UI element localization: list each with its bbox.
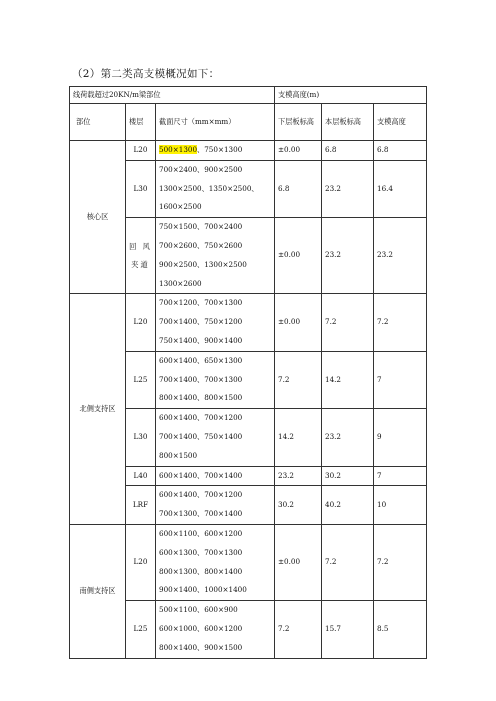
section-line: 700×1200、700×1300 [159,298,243,308]
header-region: 部位 [70,104,126,141]
floor-line: 夹道 [131,259,150,269]
title-left-cell: 线荷载超过20KN/m梁部位 [70,87,275,104]
support-height-cell: 7.2 [374,294,427,351]
floor-cell: LRF [126,486,156,525]
table-row [70,294,427,351]
section-cell [156,486,275,525]
this-slab-cell: 15.7 [322,601,374,658]
section-line: 700×1400、750×1200 [159,317,243,327]
section-cell [156,141,275,161]
section-cell [156,351,275,408]
section-line: 600×1100、600×1200 [159,528,243,538]
section-line: 600×1300、700×1300 [159,547,243,557]
lower-slab-cell: 7.2 [275,351,322,408]
support-height-cell: 7 [374,351,427,408]
this-slab-cell: 23.2 [322,160,374,217]
section-line: 500×1100、600×900 [159,605,238,615]
region-cell: 北侧支持区 [70,294,126,525]
this-slab-cell: 6.8 [322,141,374,161]
header-floor: 楼层 [126,104,156,141]
support-height-cell: 9 [374,409,427,466]
this-slab-cell: 23.2 [322,218,374,294]
section-line: 800×1400、900×1500 [159,642,243,652]
lower-slab-cell: ±0.00 [275,524,322,600]
support-height-cell: 7.2 [374,524,427,600]
section-line: 1600×2500 [159,202,202,212]
table-row [70,141,427,161]
lower-slab-cell: 14.2 [275,409,322,466]
header-section: 截面尺寸（mm×mm） [156,104,275,141]
section-cell [156,524,275,600]
section-line: 800×1300、800×1400 [159,566,243,576]
support-height-cell: 6.8 [374,141,427,161]
table-row [70,524,427,600]
section-line: 600×1400、650×1300 [159,355,243,365]
section-line [159,141,271,160]
header-row [70,104,427,141]
floor-cell: L25 [126,351,156,408]
lower-slab-cell: 7.2 [275,601,322,658]
section-line: 600×1000、600×1200 [159,623,243,633]
lower-slab-cell: 23.2 [275,466,322,486]
region-cell: 核心区 [70,141,126,294]
support-height-cell: 16.4 [374,160,427,217]
formwork-table [69,86,427,659]
section-line: 750×1500、700×2400 [159,222,243,232]
title-row [70,87,427,104]
support-height-cell: 23.2 [374,218,427,294]
header-support-height: 支模高度 [374,104,427,141]
support-height-cell: 7 [374,466,427,486]
section-cell [156,466,275,486]
this-slab-cell: 14.2 [322,351,374,408]
lower-slab-cell: ±0.00 [275,218,322,294]
floor-cell: L20 [126,294,156,351]
section-line: 800×1400、800×1500 [159,393,243,403]
this-slab-cell: 23.2 [322,409,374,466]
section-line: 900×2500、1300×2500 [159,259,247,269]
section-heading: （2）第二类高支模概况如下： [72,68,220,80]
section-line: 750×1400、900×1400 [159,335,243,345]
section-line: 600×1400、700×1200 [159,413,243,423]
this-slab-cell: 40.2 [322,486,374,525]
lower-slab-cell: ±0.00 [275,294,322,351]
region-cell: 南侧支持区 [70,524,126,658]
dimension-text: 、750×1300 [197,145,243,154]
section-line: 700×1400、750×1400 [159,431,243,441]
section-line: 600×1400、700×1400 [159,470,243,480]
floor-line: 回 风 [129,241,152,251]
lower-slab-cell: 30.2 [275,486,322,525]
this-slab-cell: 30.2 [322,466,374,486]
section-line: 700×2600、750×2600 [159,240,243,250]
support-height-cell: 10 [374,486,427,525]
section-line: 1300×2600 [159,278,202,288]
title-right-cell: 支模高度(m) [275,87,427,104]
section-cell [156,218,275,294]
section-line: 700×2400、900×2500 [159,164,243,174]
section-cell [156,601,275,658]
header-lower-slab: 下层板标高 [275,104,322,141]
section-line: 800×1500 [159,450,198,460]
lower-slab-cell: ±0.00 [275,141,322,161]
table-body [70,87,427,659]
section-line: 600×1400、700×1200 [159,490,243,500]
this-slab-cell: 7.2 [322,294,374,351]
floor-cell: L30 [126,409,156,466]
section-cell [156,294,275,351]
highlighted-dimension: 500×1300 [159,145,198,154]
lower-slab-cell: 6.8 [275,160,322,217]
section-line: 700×1400、700×1300 [159,374,243,384]
support-height-cell: 8.5 [374,601,427,658]
this-slab-cell: 7.2 [322,524,374,600]
floor-cell: L20 [126,141,156,161]
header-this-slab: 本层板标高 [322,104,374,141]
section-line: 900×1400、1000×1400 [159,585,247,595]
floor-cell: L20 [126,524,156,600]
floor-cell: L25 [126,601,156,658]
section-line: 1300×2500、1350×2500、 [159,183,259,193]
floor-cell [126,218,156,294]
floor-cell: L40 [126,466,156,486]
section-line: 700×1300、700×1400 [159,509,243,519]
section-cell [156,409,275,466]
section-cell [156,160,275,217]
floor-cell: L30 [126,160,156,217]
